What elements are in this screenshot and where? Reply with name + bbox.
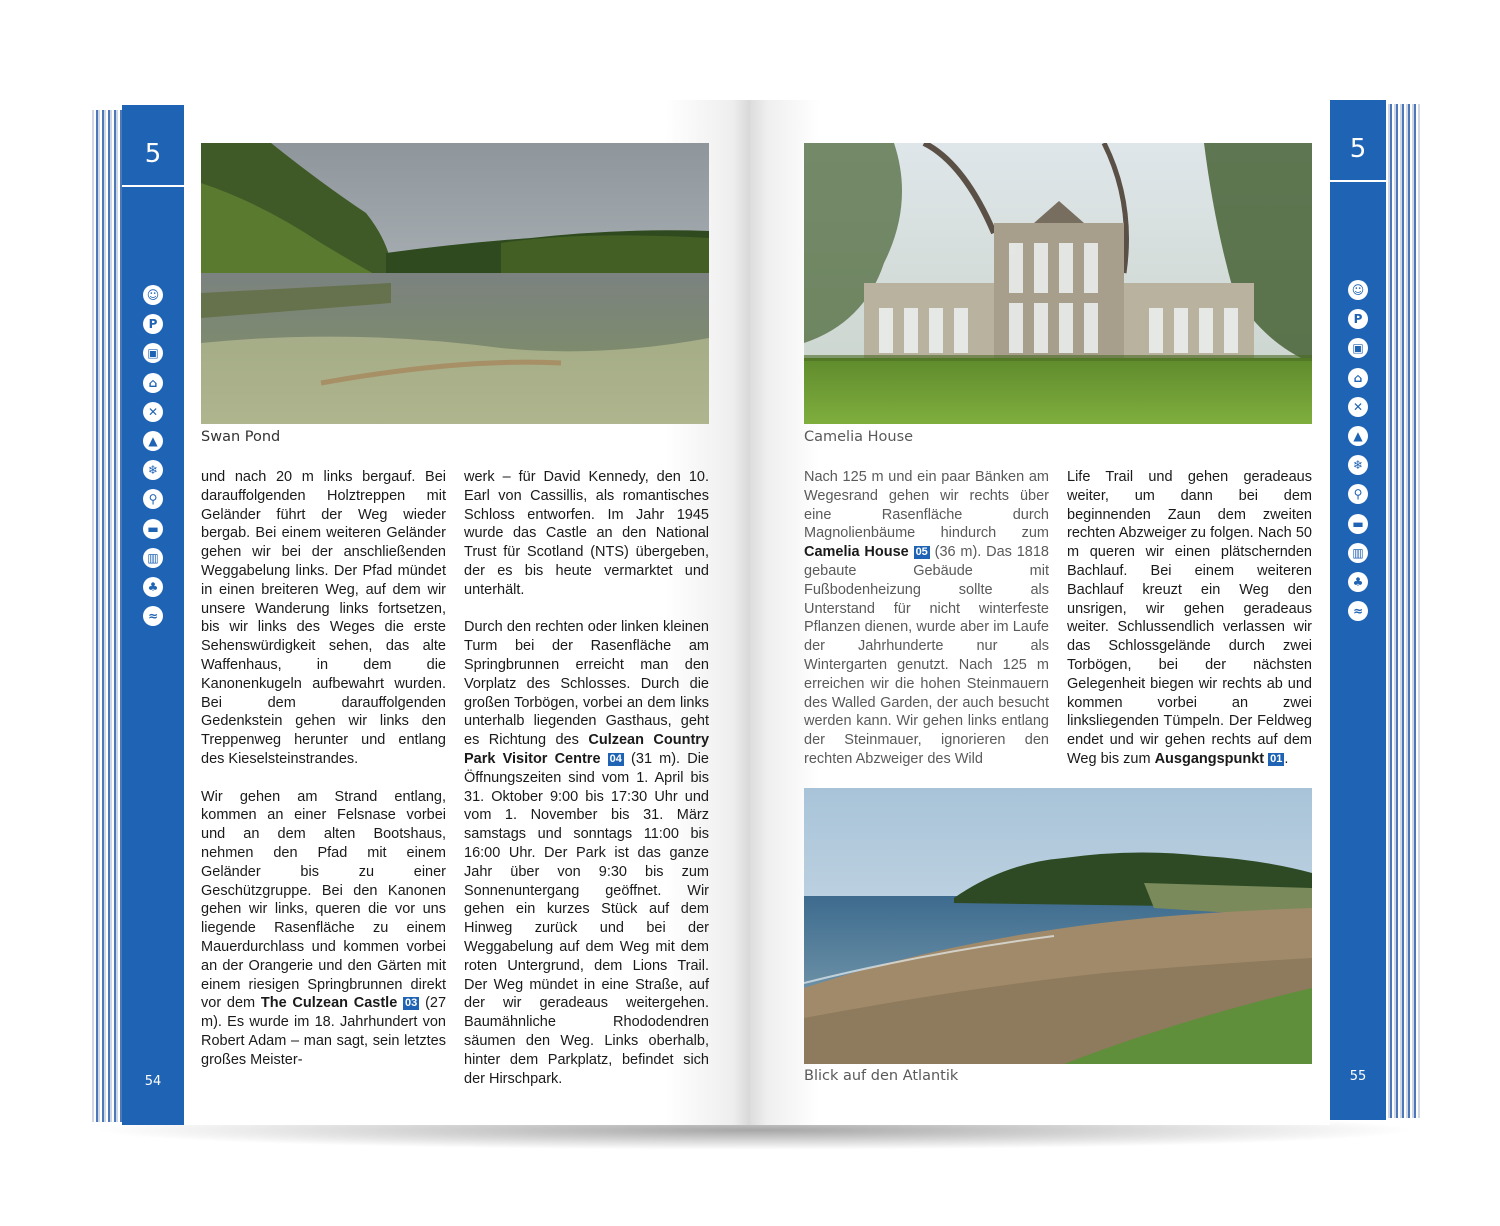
swan-pond-photo — [201, 143, 709, 424]
category-icons — [122, 285, 184, 635]
right-chapter-band — [1330, 100, 1386, 1120]
page-number: 54 — [144, 1074, 162, 1089]
left-text-column-2 — [464, 468, 709, 1107]
photo-caption: Blick auf den Atlantik — [804, 1068, 959, 1084]
right-page-edges — [1384, 104, 1420, 1118]
restaurant-icon: ✕ — [143, 402, 163, 422]
shop-icon: ⌂ — [1348, 368, 1368, 388]
accommodation-icon: ▬ — [1348, 514, 1368, 534]
shop-icon: ⌂ — [143, 373, 163, 393]
paragraph: Durch den rechten oder linken kleinen Turm bei der Rasenfläche am Springbrunnen erreicht man den Vorplatz des Schlosses. Durch die großen Torbögen, vorbei an dem links unterhalb liegenden Gasthaus, geht es Richtung des Culzean Country Park Visitor Centre 04 (31 m). Die Öffnungszeiten sind vom 1. April bis 31. Oktober 9:00 bis 17:30 Uhr und vom 1. November bis 31. März samstags und sonntags 11:00 bis 16:00 Uhr. Der Park ist das ganze Jahr über von 9:30 bis zum Sonnenuntergang geöffnet. Wir gehen ein kurzes Stück auf dem Hinweg zurück und bei der Weggabelung auf dem Weg mit dem roten Untergrund, dem Lions Trail. Der Weg mündet in eine Straße, auf der wir geradeaus weitergehen. Baumähnliche Rhododendren säumen den Weg. Links oberhalb, hinter dem Parkplatz, befindet sich der Hirschpark. — [464, 619, 710, 1087]
waypoint-badge: 04 — [609, 752, 622, 765]
parking-icon: P — [1348, 309, 1368, 329]
place-name: Ausgangspunkt — [1154, 750, 1265, 767]
paragraph: Wir gehen am Strand entlang, kommen an einer Felsnase vorbei und an dem alten Bootshaus, nehmen den Pfad mit einem Geländer bis zu einer Geschützgruppe. Bei den Kanonen gehen wir links, queren die vor uns liegende Rasenfläche zu einem Mauerdurchlass und kommen vorbei an der Orangerie und den Gärten mit einem riesigen Springbrunnen direkt vor dem The Culzean Castle 03 (27 m). Es wurde im 18. Jahrhundert von Robert Adam – man sagt, sein letztes großes Meister- — [201, 788, 447, 1068]
museum-icon: ▥ — [1348, 543, 1368, 563]
chapter-number: 5 — [1349, 134, 1367, 164]
chapter-number: 5 — [144, 139, 162, 169]
camping-icon: ▲ — [143, 431, 163, 451]
paragraph: Life Trail und gehen geradeaus weiter, um dann bei dem beginnenden Zaun dem zweiten rechten Abzweiger zu folgen. Nach 50 m queren wir einen plätschernden Bachlauf. Bei einem weiteren Bachlauf kreuzt ein Weg den unsrigen, wir gehen geradeaus weiter. Schlussendlich verlassen wir das Schlossgelände durch zwei Torbögen, bei der nächsten Gelegenheit biegen wir rechts ab und kommen vorbei an zwei linksliegenden Tümpeln. Der Feldweg endet und wir gehen rechts auf dem Weg bis zum Ausgangspunkt 01 . — [1067, 469, 1312, 767]
right-text-column-2 — [1067, 468, 1312, 788]
swimming-icon: ≈ — [1348, 601, 1368, 621]
camelia-house-photo — [804, 143, 1312, 424]
bicycle-icon: ⚲ — [143, 489, 163, 509]
chapter-rule — [122, 185, 184, 187]
museum-icon: ▥ — [143, 548, 163, 568]
place-name: The Culzean Castle — [260, 995, 398, 1012]
accommodation-icon: ▬ — [143, 519, 163, 539]
left-chapter-band — [122, 105, 184, 1125]
paragraph: werk – für David Kennedy, den 10. Earl von Cassillis, als romantisches Schloss entworfen. Im Jahr 1945 wurde das Castle an den National Trust für Scotland (NTS) übergeben, der es bis heute vermarktet und unterhält. — [464, 469, 709, 598]
winter-icon: ❄ — [1348, 455, 1368, 475]
place-name: Culzean Country Park Visitor Centre — [464, 732, 710, 767]
right-text-column-1 — [804, 468, 1049, 788]
left-text-column-1 — [201, 468, 446, 1088]
paragraph: Nach 125 m und ein paar Bänken am Wegesrand gehen wir rechts über eine Rasenfläche durch Magnolienbäume hindurch zum Camelia House 05 (36 m). Das 1818 gebaute Gebäude mit Fußbodenheizung sollte als Unterstand für nicht winterfeste Pflanzen dienen, wurde aber im Laufe der Jahrhunderte nur als Wintergarten genutzt. Nach 125 m erreichen wir die hohen Steinmauern des Walled Garden, der auch besucht werden kann. Wir gehen links entlang der Steinmauer, ignorieren den rechten Abzweiger des Wild — [804, 469, 1049, 767]
bus-icon: ▣ — [1348, 338, 1368, 358]
atlantic-photo — [804, 788, 1312, 1064]
waypoint-badge: 01 — [1270, 752, 1283, 765]
parking-icon: P — [143, 314, 163, 334]
chapter-rule — [1330, 180, 1386, 182]
waypoint-badge: 05 — [915, 546, 928, 559]
bicycle-icon: ⚲ — [1348, 484, 1368, 504]
waypoint-badge: 03 — [405, 997, 418, 1010]
winter-icon: ❄ — [143, 460, 163, 480]
child-friendly-icon: ☺ — [143, 285, 163, 305]
child-friendly-icon: ☺ — [1348, 280, 1368, 300]
left-page-edges — [92, 110, 126, 1122]
photo-caption: Camelia House — [804, 429, 914, 445]
bus-icon: ▣ — [143, 343, 163, 363]
category-icons — [1330, 280, 1386, 630]
place-name: Camelia House — [804, 544, 909, 561]
swimming-icon: ≈ — [143, 606, 163, 626]
forest-icon: ♣ — [143, 577, 163, 597]
page-number: 55 — [1349, 1069, 1367, 1084]
paragraph: und nach 20 m links bergauf. Bei darauffolgenden Holztreppen mit Geländer führt der Weg wieder bergab. Bei einem weiteren Geländer gehen wir bei der anschließenden Weggabelung links. Der Pfad mündet in einen breiteren Weg, auf dem wir unsere Wanderung links fortsetzen, bis wir links des Weges die erste Sehenswürdigkeit sehen, das alte Waffenhaus, in dem die Kanonenkugeln aufbewahrt wurden. Bei dem darauffolgenden Gedenkstein gehen wir links den Treppenweg herunter und entlang des Kieselsteinstrandes. — [201, 469, 446, 767]
forest-icon: ♣ — [1348, 572, 1368, 592]
camping-icon: ▲ — [1348, 426, 1368, 446]
restaurant-icon: ✕ — [1348, 397, 1368, 417]
photo-caption: Swan Pond — [201, 429, 281, 445]
